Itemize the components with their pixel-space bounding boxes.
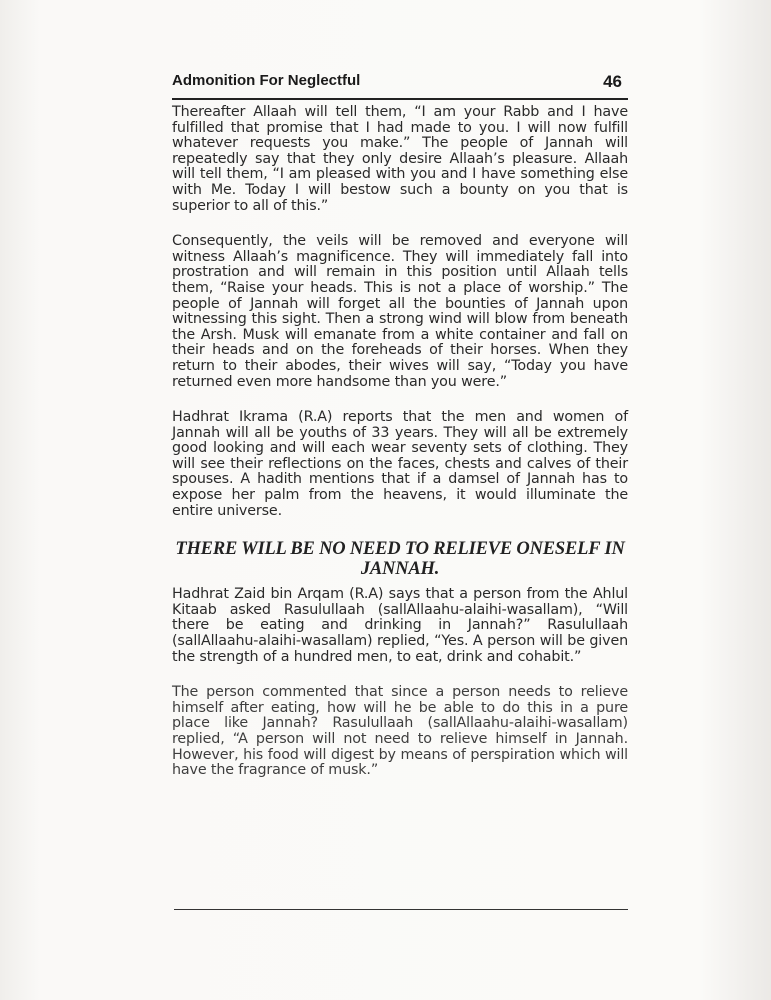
page-header [172, 72, 628, 98]
paragraph-zaid: Hadhrat Zaid bin Arqam (R.A) says that a person from the Ahlul Kitaab asked Rasulullaah (sallAllaahu-alaihi-wasallam), “Will there be eating and drinking in Jannah?” Rasulullaah (sallAllaahu-alaihi-wasallam) replied, “Yes. A person will be given the strength of a hundred men, to eat, drink and cohabit.” [172, 586, 628, 665]
page-number: 46 [603, 72, 622, 91]
page-body [172, 105, 628, 799]
section-heading: THERE WILL BE NO NEED TO RELIEVE ONESELF IN JANNAH. [175, 539, 625, 580]
paragraph-relieve: The person commented that since a person needs to relieve himself after eating, how will he be able to do this in a pure place like Jannah? Rasulullaah (sallAllaahu-alaihi-wasallam) replied, “A person will not need to relieve himself in Jannah. However, his food will digest by means of perspiration which will have the fragrance of musk.” [172, 684, 628, 779]
paragraph-promise: Thereafter Allaah will tell them, “I am your Rabb and I have fulfilled that promise that I had made to you. I will now fulfill whatever requests you make.” The people of Jannah will repeatedly say that they only desire Allaah’s pleasure. Allaah will tell them, “I am pleased with you and I have something else with Me. Today I will bestow such a bounty on you that is superior to all of this.” [172, 104, 628, 214]
paragraph-veils: Consequently, the veils will be removed and everyone will witness Allaah’s magnificence. They will immediately fall into prostration and will remain in this position until Allaah tells them, “Raise your heads. This is not a place of worship.” The people of Jannah will forget all the bounties of Jannah upon witnessing this sight. Then a strong wind will blow from beneath the Arsh. Musk will emanate from a white container and fall on their heads and on the foreheads of their horses. When they return to their abodes, their wives will say, “Today you have returned even more handsome than you were.” [172, 233, 628, 390]
header-rule [172, 98, 628, 100]
footer-rule [174, 909, 628, 910]
paragraph-ikrama: Hadhrat Ikrama (R.A) reports that the men and women of Jannah will all be youths of 33 years. They will all be extremely good looking and will each wear seventy sets of clothing. They will see their reflections on the faces, chests and calves of their spouses. A hadith mentions that if a damsel of Jannah has to expose her palm from the heavens, it would illuminate the entire universe. [172, 409, 628, 519]
running-title: Admonition For Neglectful [172, 72, 361, 89]
